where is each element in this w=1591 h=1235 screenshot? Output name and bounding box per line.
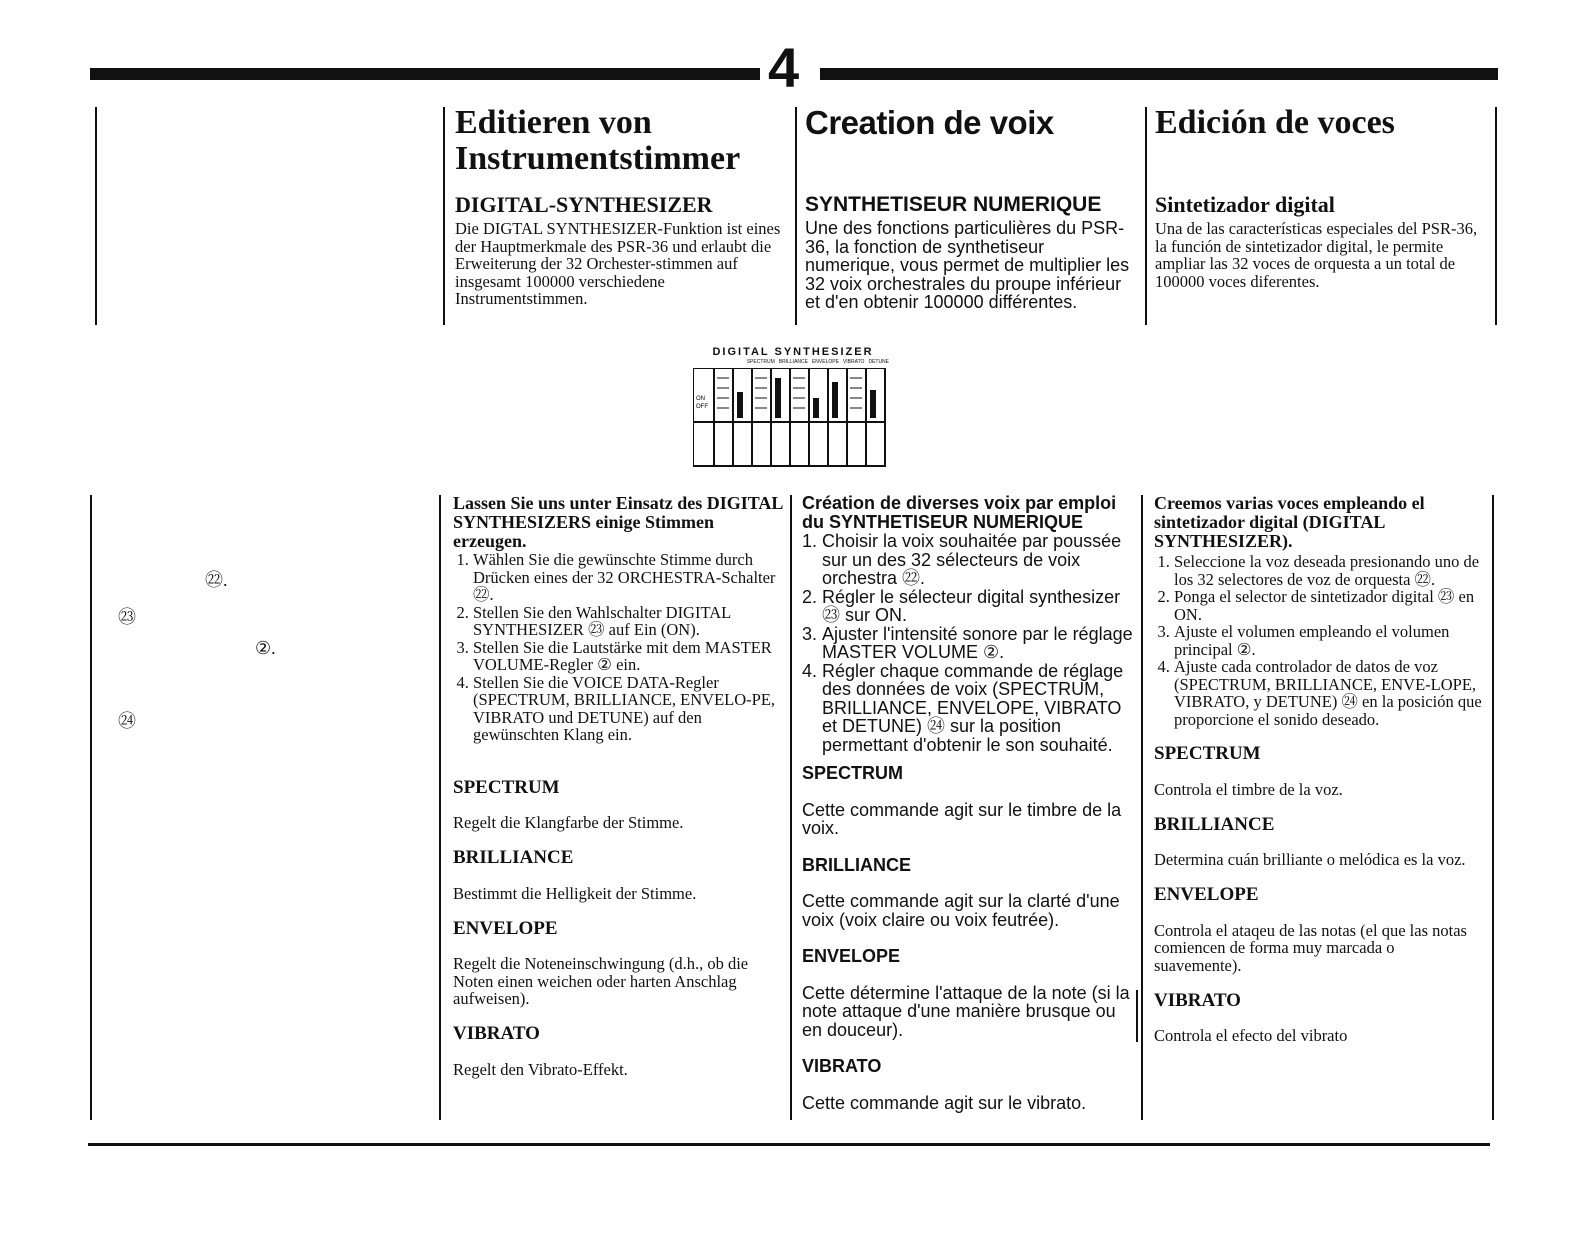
de-spectrum-title: SPECTRUM xyxy=(453,776,560,798)
divider-upper-4 xyxy=(1495,107,1497,325)
de-step-4: 4. Stellen Sie die VOICE DATA-Regler (SPECTRUM, BRILLIANCE, ENVELO-PE, VIBRATO und DETUNE) auf den gewünschten Klang ein. xyxy=(473,674,783,744)
fr-steps-list xyxy=(802,532,1135,754)
divider-upper-3 xyxy=(1145,107,1147,325)
fr-step-4: 4. Régler chaque commande de réglage des données de voix (SPECTRUM, BRILLIANCE, ENVELOPE, VIBRATO et DETUNE) ㉔ sur la position permettant d'obtenir le son souhaité. xyxy=(822,662,1135,755)
fr-brilliance-title: BRILLIANCE xyxy=(802,854,911,875)
synth-figure xyxy=(693,346,893,468)
de-brilliance-text: Bestimmt die Helligkeit der Stimme. xyxy=(453,883,697,903)
de-intro: Die DIGTAL SYNTHESIZER-Funktion ist eines der Hauptmerkmale des PSR-36 und erlaubt die Erweiterung der 32 Orchester-stimmen auf insgesamt 100000 verschiedene Instrumentstimmen. xyxy=(455,219,781,308)
de-section-envelope xyxy=(453,919,783,1008)
es-brilliance-text: Determina cuán brilliante o melódica es la voz. xyxy=(1154,850,1466,869)
de-subtitle: DIGITAL-SYNTHESIZER xyxy=(455,192,713,217)
es-intro: Una de las características especiales del PSR-36, la función de sintetizador digital, le permite ampliar las 32 voces de orquesta a un total de 100000 voces diferentes. xyxy=(1155,219,1478,291)
es-steps-heading: Creemos varias voces empleando el sintetizador digital (DIGITAL SYNTHESIZER). xyxy=(1154,493,1425,551)
fr-step-3: 3. Ajuster l'intensité sonore par le réglage MASTER VOLUME ②. xyxy=(822,625,1135,662)
es-steps-column xyxy=(1154,494,1486,1061)
page-number: 4 xyxy=(768,36,800,99)
es-vibrato-title: VIBRATO xyxy=(1154,989,1241,1011)
header-rule-left xyxy=(90,68,760,80)
de-steps-list xyxy=(453,551,783,744)
margin-marker-24: ㉔ xyxy=(118,711,136,731)
divider-upper-0 xyxy=(95,107,97,325)
de-brilliance-title: BRILLIANCE xyxy=(453,847,574,868)
divider-lower-0 xyxy=(90,495,92,1120)
divider-upper-2 xyxy=(795,107,797,325)
switch-off-label: OFF xyxy=(696,404,708,410)
switch-on-label: ON xyxy=(696,396,705,402)
margin-marker-2: ②. xyxy=(255,638,276,658)
fr-vibrato-text: Cette commande agit sur le vibrato. xyxy=(802,1092,1087,1113)
fr-step-1: 1. Choisir la voix souhaitée par poussée sur un des 32 sélecteurs de voix orchestra ㉒. xyxy=(822,532,1135,588)
synth-figure-labels xyxy=(693,358,893,366)
de-section-vibrato xyxy=(453,1024,783,1078)
divider-lower-2 xyxy=(790,495,792,1120)
es-intro-column xyxy=(1155,105,1487,290)
divider-lower-1 xyxy=(439,495,441,1120)
es-step-2: 2. Ponga el selector de sintetizador digital ㉓ en ON. xyxy=(1174,588,1486,623)
de-intro-column xyxy=(455,105,787,308)
fr-section-vibrato xyxy=(802,1057,1135,1112)
footer-rule xyxy=(88,1143,1490,1146)
fr-envelope-text: Cette détermine l'attaque de la note (si la note attaque d'une manière brusque ou en douceur). xyxy=(802,982,1130,1040)
de-step-2: 2. Stellen Sie den Wahlschalter DIGITAL SYNTHESIZER ㉓ auf Ein (ON). xyxy=(473,604,783,639)
es-subtitle: Sintetizador digital xyxy=(1155,192,1335,217)
divider-fr-end xyxy=(1136,990,1138,1042)
margin-marker-23: ㉓ xyxy=(118,607,136,627)
de-spectrum-text: Regelt die Klangfarbe der Stimme. xyxy=(453,813,684,832)
divider-upper-1 xyxy=(443,107,445,325)
es-envelope-text: Controla el ataqeu de las notas (el que las notas comiencen de forma muy marcada o suavemente). xyxy=(1154,920,1467,975)
de-envelope-title: ENVELOPE xyxy=(453,917,558,939)
fr-section-spectrum xyxy=(802,764,1135,838)
fr-intro: Une des fonctions particulières du PSR-36, la fonction de synthetiseur numerique, vous permet de multiplier les 32 voix orchestrales du proupe inférieur et d'en obtenir 100000 différentes. xyxy=(805,218,1130,312)
fr-section-brilliance xyxy=(802,856,1135,930)
de-steps-heading: Lassen Sie uns unter Einsatz des DIGITAL SYNTHESIZERS einige Stimmen erzeugen. xyxy=(453,493,783,551)
de-envelope-text: Regelt die Noteneinschwingung (d.h., ob die Noten einen weichen oder harten Anschlag aufweisen). xyxy=(453,954,749,1008)
de-title: Editieren von Instrumentstimmer xyxy=(455,104,741,177)
label-brilliance: BRILLIANCE xyxy=(778,359,808,365)
es-section-brilliance xyxy=(1154,815,1486,869)
es-steps-list xyxy=(1154,553,1486,728)
fr-vibrato-title: VIBRATO xyxy=(802,1056,882,1076)
label-vibrato: VIBRATO xyxy=(842,359,865,365)
es-step-1: 1. Seleccione la voz deseada presionando uno de los 32 selectores de voz de orquesta ㉒. xyxy=(1174,553,1486,588)
label-detune: DETUNE xyxy=(868,359,889,365)
de-steps-column xyxy=(453,494,783,1095)
fr-subtitle: SYNTHETISEUR NUMERIQUE xyxy=(805,193,1102,216)
es-brilliance-title: BRILLIANCE xyxy=(1154,813,1275,835)
fr-step-2: 2. Régler le sélecteur digital synthesizer ㉓ sur ON. xyxy=(822,588,1135,625)
header-rule-right xyxy=(820,68,1498,80)
es-vibrato-text: Controla el efecto del vibrato xyxy=(1154,1026,1348,1045)
synth-sliders-diagram xyxy=(693,368,893,468)
synth-figure-title: DIGITAL SYNTHESIZER xyxy=(712,346,874,358)
margin-marker-22: ㉒. xyxy=(205,570,228,590)
es-envelope-title: ENVELOPE xyxy=(1154,884,1259,905)
es-step-3: 3. Ajuste el volumen empleando el volumen principal ②. xyxy=(1174,623,1486,658)
es-title: Edición de voces xyxy=(1155,104,1395,141)
fr-steps-heading: Création de diverses voix par emploi du SYNTHETISEUR NUMERIQUE xyxy=(802,493,1117,532)
de-step-3: 3. Stellen Sie die Lautstärke mit dem MASTER VOLUME-Regler ② ein. xyxy=(473,639,783,674)
de-vibrato-title: VIBRATO xyxy=(453,1023,540,1044)
divider-lower-4 xyxy=(1492,495,1494,1120)
fr-section-envelope xyxy=(802,947,1135,1039)
es-step-4: 4. Ajuste cada controlador de datos de voz (SPECTRUM, BRILLIANCE, ENVE-LOPE, VIBRATO, y DETUNE) ㉔ en la posición que proporcione el sonido deseado. xyxy=(1174,658,1486,728)
de-section-spectrum xyxy=(453,778,783,832)
fr-intro-column xyxy=(805,105,1138,312)
de-vibrato-text: Regelt den Vibrato-Effekt. xyxy=(453,1059,628,1079)
de-section-brilliance xyxy=(453,848,783,902)
label-spectrum: SPECTRUM xyxy=(746,359,775,365)
fr-envelope-title: ENVELOPE xyxy=(802,946,901,966)
es-spectrum-title: SPECTRUM xyxy=(1154,743,1261,764)
de-step-1: 1. Wählen Sie die gewünschte Stimme durch Drücken eines der 32 ORCHESTRA-Schalter ㉒. xyxy=(473,551,783,604)
es-spectrum-text: Controla el timbre de la voz. xyxy=(1154,779,1343,799)
fr-brilliance-text: Cette commande agit sur la clarté d'une voix (voix claire ou voix feutrée). xyxy=(802,891,1120,930)
divider-lower-3 xyxy=(1141,495,1143,1120)
fr-title: Creation de voix xyxy=(805,104,1054,141)
label-envelope: ENVELOPE xyxy=(811,359,839,365)
es-section-envelope xyxy=(1154,885,1486,974)
es-section-spectrum xyxy=(1154,744,1486,798)
fr-spectrum-text: Cette commande agit sur le timbre de la voix. xyxy=(802,799,1122,838)
fr-spectrum-title: SPECTRUM xyxy=(802,763,904,783)
es-section-vibrato xyxy=(1154,991,1486,1045)
fr-steps-column xyxy=(802,494,1135,1130)
